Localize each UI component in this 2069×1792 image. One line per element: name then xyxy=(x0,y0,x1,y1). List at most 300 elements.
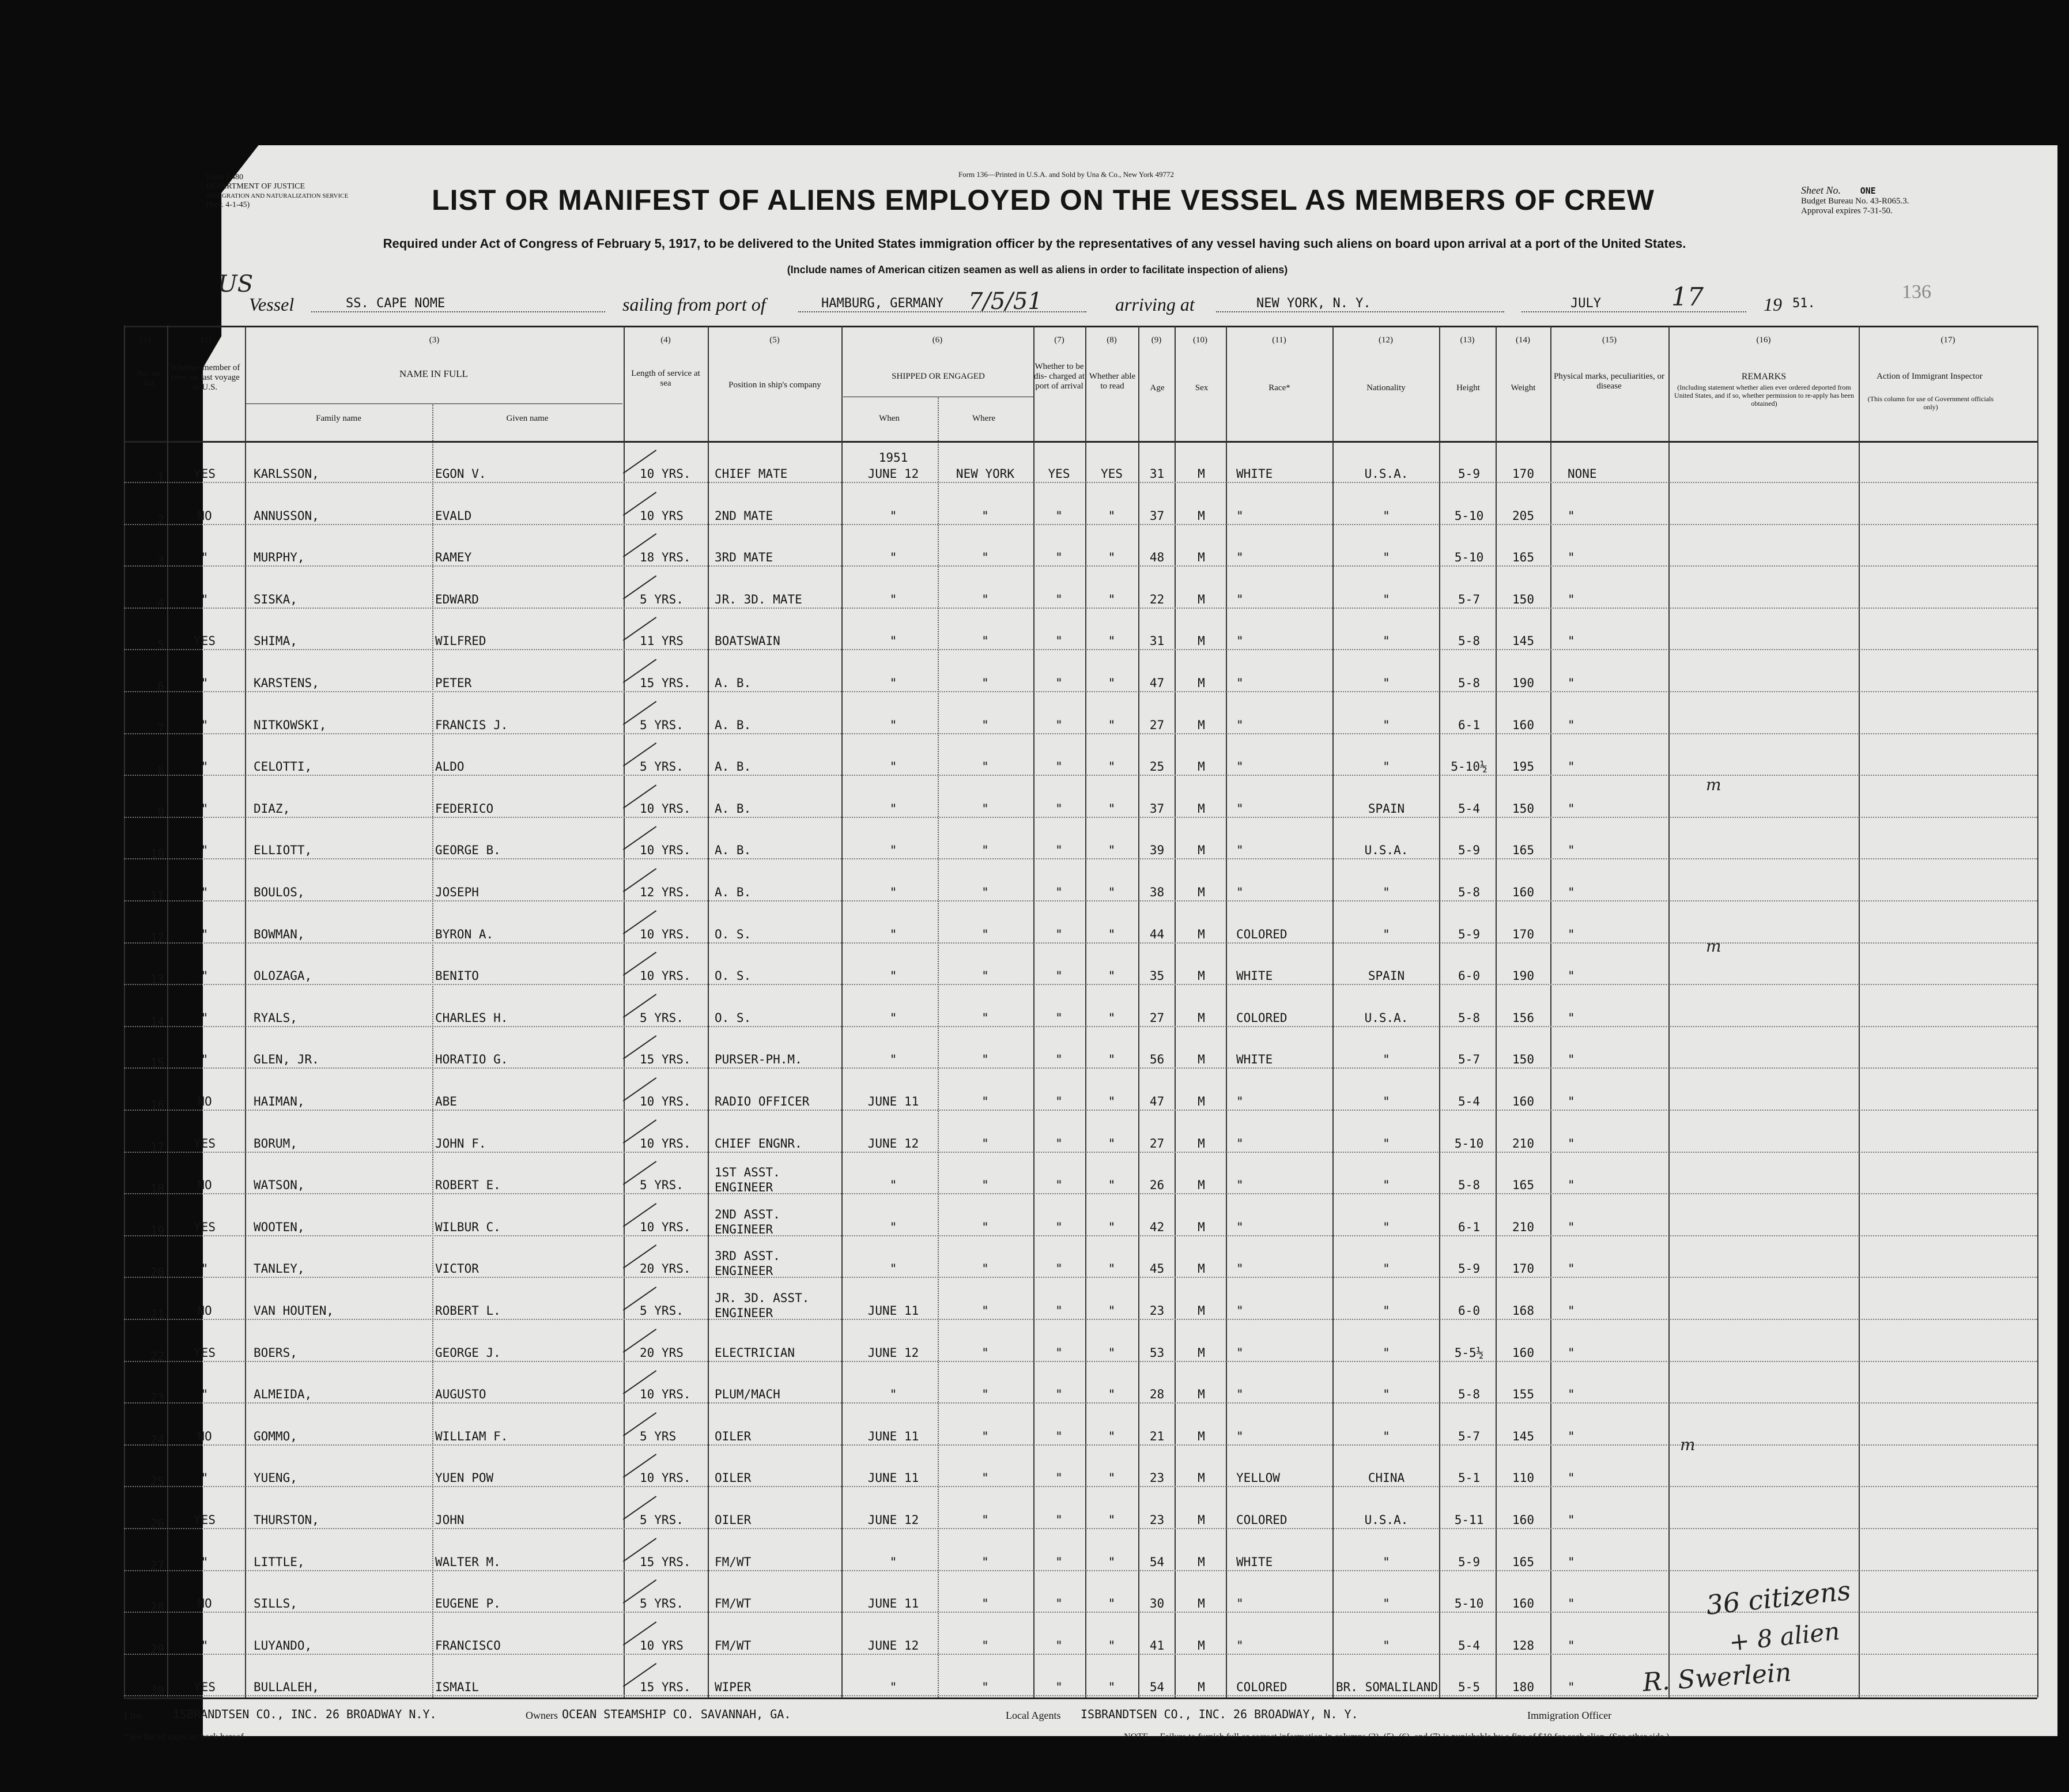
cell-age: 31 xyxy=(1149,467,1165,481)
header-remarks: REMARKS xyxy=(1741,372,1787,382)
stamp-number: 136 xyxy=(1902,281,1931,303)
cell-when: JUNE 12 xyxy=(867,1136,919,1150)
table-row-rule xyxy=(124,733,2037,734)
cell-where: " xyxy=(981,843,989,858)
cell-length: 10 YRS. xyxy=(640,801,691,816)
cell-read: " xyxy=(1108,1136,1116,1150)
cell-given: GEORGE J. xyxy=(435,1345,501,1360)
cell-read: " xyxy=(1108,592,1116,606)
sub-column-rule xyxy=(432,403,433,1697)
row-number: 29 xyxy=(150,1642,164,1656)
row-number: 30 xyxy=(150,1684,164,1698)
cell-length: 20 YRS xyxy=(640,1345,684,1360)
cell-nationality: " xyxy=(1383,760,1390,774)
cell-member: " xyxy=(201,1262,209,1276)
cell-nationality: " xyxy=(1383,1304,1390,1318)
cell-given: ROBERT E. xyxy=(435,1178,501,1193)
cell-sex: M xyxy=(1198,843,1205,858)
cell-read: " xyxy=(1108,1010,1116,1025)
row-number: 4 xyxy=(157,595,164,610)
cell-where: " xyxy=(981,1387,989,1402)
cell-height: 5-8 xyxy=(1458,634,1480,648)
cell-family: CELOTTI, xyxy=(254,760,312,774)
cell-sex: M xyxy=(1198,1262,1205,1276)
cell-physical: NONE xyxy=(1568,467,1597,481)
cell-discharged: " xyxy=(1055,1052,1063,1067)
cell-age: 41 xyxy=(1149,1638,1165,1653)
cell-member: " xyxy=(201,1471,209,1485)
header-discharged: Whether to be dis- charged at port of arrival xyxy=(1033,362,1085,391)
cell-age: 54 xyxy=(1149,1555,1165,1569)
cell-given: ABE xyxy=(435,1095,457,1108)
table-row-rule xyxy=(124,1402,2037,1404)
table-row-rule xyxy=(124,817,2037,818)
table-row-rule xyxy=(124,1277,2037,1278)
vessel-label: Vessel xyxy=(249,294,295,315)
table-row-rule xyxy=(124,775,2037,776)
column-rule xyxy=(1550,326,1551,1697)
cell-physical: " xyxy=(1568,508,1575,523)
cell-given: BENITO xyxy=(435,969,479,983)
cell-height: 5-10½ xyxy=(1451,760,1487,774)
table-row-rule xyxy=(124,1193,2037,1194)
table-row-rule xyxy=(124,1067,2037,1069)
cell-physical: " xyxy=(1568,1513,1575,1527)
cell-when: JUNE 11 xyxy=(867,1597,919,1611)
footer-agents-value: ISBRANDTSEN CO., INC. 26 BROADWAY, N. Y. xyxy=(1081,1707,1358,1721)
cell-discharged: " xyxy=(1055,508,1063,523)
cell-family: BOERS, xyxy=(254,1345,297,1360)
table-row-rule xyxy=(124,900,2037,901)
cell-nationality: " xyxy=(1383,1345,1390,1360)
cell-weight: 210 xyxy=(1512,1220,1534,1234)
cell-given: WALTER M. xyxy=(435,1555,501,1569)
cell-weight: 110 xyxy=(1512,1471,1534,1485)
table-row-rule xyxy=(124,1486,2037,1487)
table-row-rule xyxy=(124,524,2037,525)
cell-where: " xyxy=(981,1178,989,1193)
cell-when: JUNE 11 xyxy=(867,1304,919,1318)
header-action: Action of Immigrant Inspector xyxy=(1877,372,1983,381)
cell-physical: " xyxy=(1568,969,1575,983)
cell-position: BOATSWAIN xyxy=(715,634,780,648)
cell-length: 5 YRS. xyxy=(640,1010,684,1025)
header-read: Whether able to read xyxy=(1089,372,1136,391)
cell-family: KARSTENS, xyxy=(254,676,319,690)
cell-sex: M xyxy=(1198,1345,1205,1360)
cell-weight: 156 xyxy=(1512,1010,1534,1025)
header-height: Height xyxy=(1456,383,1480,393)
row-number: 14 xyxy=(150,1014,164,1028)
row-number: 13 xyxy=(150,972,164,987)
budget-number: Budget Bureau No. 43-R065.3. xyxy=(1801,197,1909,206)
cell-age: 23 xyxy=(1149,1513,1165,1527)
cell-member: " xyxy=(201,843,209,858)
cell-length: 5 YRS. xyxy=(640,592,684,606)
column-rule xyxy=(624,326,625,1697)
cell-age: 38 xyxy=(1149,885,1165,899)
cell-position: OILER xyxy=(715,1513,752,1527)
cell-position: O. S. xyxy=(715,1010,752,1025)
cell-age: 42 xyxy=(1149,1220,1165,1234)
cell-age: 54 xyxy=(1149,1680,1165,1695)
header-remarks-sub: (Including statement whether alien ever ordered deported from United States, and if so, whether permission to re-apply has been obtained) xyxy=(1674,383,1854,408)
cell-position: JR. 3D. ASST. xyxy=(715,1291,810,1305)
row-number: 1 xyxy=(157,470,164,484)
cell-nationality: U.S.A. xyxy=(1364,843,1409,858)
cell-discharged: " xyxy=(1055,843,1063,858)
cell-physical: " xyxy=(1568,1597,1575,1611)
cell-sex: M xyxy=(1198,1555,1205,1569)
cell-weight: 180 xyxy=(1512,1680,1534,1695)
cell-physical: " xyxy=(1568,1304,1575,1318)
cell-age: 47 xyxy=(1149,1095,1165,1108)
legal-requirement: Required under Act of Congress of February 5, 1917, to be delivered to the United States immigration officer by the representatives of any vessel having such aliens on board upon arrival at a port of the United States. xyxy=(383,236,1686,251)
cell-member: YES xyxy=(194,1136,216,1150)
row-number: 9 xyxy=(157,805,164,819)
cell-age: 39 xyxy=(1149,843,1165,858)
cell-physical: " xyxy=(1568,1010,1575,1025)
cell-discharged: " xyxy=(1055,801,1063,816)
cell-member: NO xyxy=(197,508,212,523)
cell-member: " xyxy=(201,801,209,816)
cell-nationality: " xyxy=(1383,634,1390,648)
cell-given: ROBERT L. xyxy=(435,1304,501,1318)
remarks-mark: m xyxy=(1706,775,1721,794)
cell-nationality: " xyxy=(1383,676,1390,690)
cell-nationality: " xyxy=(1383,1429,1390,1443)
cell-given: JOSEPH xyxy=(435,885,479,899)
column-number: (3) xyxy=(429,335,440,345)
row-number: 12 xyxy=(150,930,164,945)
cell-physical: " xyxy=(1568,1052,1575,1067)
cell-position: O. S. xyxy=(715,969,752,983)
cell-read: " xyxy=(1108,801,1116,816)
row-number: 16 xyxy=(150,1098,164,1112)
cell-read: " xyxy=(1108,508,1116,523)
cell-height: 5-8 xyxy=(1458,1010,1480,1025)
cell-nationality: " xyxy=(1383,1555,1390,1569)
row-number: 18 xyxy=(150,1182,164,1196)
cell-race: " xyxy=(1236,592,1244,606)
column-rule xyxy=(124,326,125,1697)
cell-nationality: " xyxy=(1383,508,1390,523)
cell-height: 6-0 xyxy=(1458,969,1480,983)
date-line xyxy=(1521,311,1746,312)
cell-physical: " xyxy=(1568,1555,1575,1569)
cell-physical: " xyxy=(1568,1095,1575,1108)
cell-family: GOMMO, xyxy=(254,1429,297,1443)
cell-weight: 190 xyxy=(1512,676,1534,690)
cell-physical: " xyxy=(1568,1178,1575,1193)
cell-weight: 150 xyxy=(1512,801,1534,816)
row-number: 19 xyxy=(150,1223,164,1238)
cell-discharged: " xyxy=(1055,1680,1063,1695)
cell-weight: 150 xyxy=(1512,592,1534,606)
cell-sex: M xyxy=(1198,1638,1205,1653)
footer-line-value: ISBRANDTSEN CO., INC. 26 BROADWAY N.Y. xyxy=(173,1707,437,1721)
arrival-month: JULY xyxy=(1570,296,1601,311)
cell-position: FM/WT xyxy=(715,1638,752,1653)
cell-nationality: U.S.A. xyxy=(1364,1513,1409,1527)
cell-family: TANLEY, xyxy=(254,1262,305,1276)
cell-length: 5 YRS. xyxy=(640,1178,684,1193)
cell-length: 15 YRS. xyxy=(640,1052,691,1067)
cell-read: " xyxy=(1108,885,1116,899)
cell-position: 2ND ASST. xyxy=(715,1207,780,1221)
cell-age: 26 xyxy=(1149,1178,1165,1193)
cell-when: " xyxy=(889,1220,897,1234)
cell-given: GEORGE B. xyxy=(435,843,501,858)
cell-height: 5-10 xyxy=(1454,1136,1484,1150)
cell-where: " xyxy=(981,1555,989,1569)
cell-where: " xyxy=(981,760,989,774)
cell-position: CHIEF MATE xyxy=(715,467,788,481)
cell-given: FEDERICO xyxy=(435,801,494,816)
row-number: 21 xyxy=(150,1307,164,1321)
column-rule xyxy=(1496,326,1497,1697)
cell-family: SISKA, xyxy=(254,592,297,606)
cell-height: 5-4 xyxy=(1458,801,1480,816)
table-row-rule xyxy=(124,1528,2037,1529)
cell-physical: " xyxy=(1568,1387,1575,1402)
cell-height: 5-8 xyxy=(1458,676,1480,690)
table-row-rule xyxy=(124,1026,2037,1027)
column-number: (15) xyxy=(1602,335,1617,345)
cell-family: BULLALEH, xyxy=(254,1680,319,1695)
cell-physical: " xyxy=(1568,843,1575,858)
row-number: 22 xyxy=(150,1349,164,1363)
punch-hole xyxy=(88,1550,128,1585)
cell-member: " xyxy=(201,718,209,732)
year-filled: 51. xyxy=(1792,296,1815,311)
cell-race: " xyxy=(1236,508,1244,523)
row-number: 7 xyxy=(157,721,164,735)
cell-age: 28 xyxy=(1149,1387,1165,1402)
cell-length: 10 YRS. xyxy=(640,1095,691,1108)
cell-sex: M xyxy=(1198,1178,1205,1193)
cell-length: 11 YRS xyxy=(640,634,684,648)
cell-physical: " xyxy=(1568,1345,1575,1360)
arrival-line xyxy=(1216,311,1504,312)
cell-physical: " xyxy=(1568,1429,1575,1443)
cell-physical: " xyxy=(1568,718,1575,732)
cell-discharged: " xyxy=(1055,1513,1063,1527)
cell-when-year: 1951 xyxy=(878,451,908,465)
cell-age: 30 xyxy=(1149,1597,1165,1611)
cell-sex: M xyxy=(1198,1471,1205,1485)
cell-where: " xyxy=(981,1513,989,1527)
cell-weight: 160 xyxy=(1512,1095,1534,1108)
race-note: *See list of races on back hereof. xyxy=(124,1732,246,1742)
arriving-label: arriving at xyxy=(1115,294,1195,315)
table-row-rule xyxy=(124,482,2037,483)
footer-line-label: Line xyxy=(124,1710,143,1721)
cell-family: ELLIOTT, xyxy=(254,843,312,858)
cell-when: JUNE 11 xyxy=(867,1429,919,1443)
column-number: (16) xyxy=(1756,335,1771,345)
footer-officer-label: Immigration Officer xyxy=(1527,1710,1612,1721)
cell-when: JUNE 12 xyxy=(867,1638,919,1653)
cell-length: 18 YRS. xyxy=(640,550,691,565)
cell-sex: M xyxy=(1198,1220,1205,1234)
cell-race: " xyxy=(1236,676,1244,690)
cell-nationality: SPAIN xyxy=(1368,801,1405,816)
punch-hole xyxy=(84,1646,124,1680)
cell-read: " xyxy=(1108,1555,1116,1569)
name-subheader-rule xyxy=(245,403,622,404)
cell-member: " xyxy=(201,1387,209,1402)
cell-given: WILFRED xyxy=(435,634,486,648)
column-rule xyxy=(1138,326,1139,1697)
cell-discharged: " xyxy=(1055,1345,1063,1360)
row-number: 10 xyxy=(150,847,164,861)
header-weight: Weight xyxy=(1511,383,1536,393)
cell-position: A. B. xyxy=(715,885,752,899)
cell-length: 5 YRS. xyxy=(640,1513,684,1527)
cell-weight: 165 xyxy=(1512,550,1534,565)
table-row-rule xyxy=(124,565,2037,567)
cell-age: 23 xyxy=(1149,1471,1165,1485)
cell-physical: " xyxy=(1568,927,1575,941)
cell-height: 5-10 xyxy=(1454,550,1484,565)
column-number: (2) xyxy=(201,335,212,345)
cell-when: " xyxy=(889,508,897,523)
cell-nationality: " xyxy=(1383,1638,1390,1653)
cell-where: " xyxy=(981,1095,989,1108)
cell-sex: M xyxy=(1198,1136,1205,1150)
header-shipped: SHIPPED OR ENGAGED xyxy=(892,372,985,381)
table-row-rule xyxy=(124,1110,2037,1111)
cell-discharged: " xyxy=(1055,1136,1063,1150)
cell-when: " xyxy=(889,969,897,983)
cell-race: " xyxy=(1236,1638,1244,1653)
cell-read: " xyxy=(1108,1429,1116,1443)
cell-age: 25 xyxy=(1149,760,1165,774)
cell-when: " xyxy=(889,760,897,774)
cell-family: SILLS, xyxy=(254,1597,297,1611)
cell-read: " xyxy=(1108,1052,1116,1067)
column-number: (11) xyxy=(1272,335,1286,345)
table-row-rule xyxy=(124,1319,2037,1320)
cell-height: 5-7 xyxy=(1458,1052,1480,1067)
cell-weight: 195 xyxy=(1512,760,1534,774)
cell-sex: M xyxy=(1198,1052,1205,1067)
cell-where: " xyxy=(981,1136,989,1150)
sheet-value: ONE xyxy=(1860,186,1876,196)
cell-race: " xyxy=(1236,1095,1244,1108)
header-when: When xyxy=(879,414,900,423)
cell-given: EVALD xyxy=(435,508,472,523)
cell-sex: M xyxy=(1198,760,1205,774)
cell-weight: 168 xyxy=(1512,1304,1534,1318)
cell-where: " xyxy=(981,1680,989,1695)
cell-discharged: " xyxy=(1055,969,1063,983)
cell-family: THURSTON, xyxy=(254,1513,319,1527)
cell-race: " xyxy=(1236,885,1244,899)
cell-given: VICTOR xyxy=(435,1262,479,1276)
alien-count-note: + 8 alien xyxy=(1727,1617,1841,1657)
cell-where: " xyxy=(981,885,989,899)
cell-height: 6-1 xyxy=(1458,1220,1480,1234)
cell-race: " xyxy=(1236,718,1244,732)
cell-read: " xyxy=(1108,676,1116,690)
cell-read: " xyxy=(1108,718,1116,732)
cell-position: ELECTRICIAN xyxy=(715,1345,795,1360)
cell-race: " xyxy=(1236,1345,1244,1360)
cell-given: PETER xyxy=(435,676,472,690)
cell-given: AUGUSTO xyxy=(435,1387,486,1402)
column-number: (6) xyxy=(932,335,943,345)
cell-read: " xyxy=(1108,1220,1116,1234)
cell-position: A. B. xyxy=(715,843,752,858)
cell-position: A. B. xyxy=(715,760,752,774)
header-given: Given name xyxy=(506,414,549,423)
cell-given: FRANCIS J. xyxy=(435,718,508,732)
cell-length: 10 YRS xyxy=(640,508,684,523)
column-rule xyxy=(1332,326,1334,1697)
header-action-sub: (This column for use of Government officials only) xyxy=(1867,395,1994,411)
cell-position: FM/WT xyxy=(715,1555,752,1569)
cell-length: 15 YRS. xyxy=(640,676,691,690)
sheet-block xyxy=(1801,186,1962,216)
row-number: 26 xyxy=(150,1516,164,1530)
cell-family: DIAZ, xyxy=(254,801,290,816)
cell-member: YES xyxy=(194,467,216,481)
cell-where: " xyxy=(981,1220,989,1234)
column-number: (4) xyxy=(660,335,671,345)
cell-length: 10 YRS. xyxy=(640,843,691,858)
cell-length: 5 YRS. xyxy=(640,1304,684,1318)
cell-physical: " xyxy=(1568,1471,1575,1485)
punch-hole xyxy=(92,1193,133,1228)
cell-length: 12 YRS. xyxy=(640,885,691,899)
cell-read: " xyxy=(1108,1680,1116,1695)
form-id-block xyxy=(206,173,356,210)
cell-where: " xyxy=(981,508,989,523)
cell-age: 35 xyxy=(1149,969,1165,983)
cell-physical: " xyxy=(1568,634,1575,648)
table-row-rule xyxy=(124,1152,2037,1153)
include-note: (Include names of American citizen seamen as well as aliens in order to facilitate inspection of aliens) xyxy=(787,264,1288,276)
column-rule xyxy=(1439,326,1440,1697)
cell-when: JUNE 12 xyxy=(867,1345,919,1360)
vessel-name: SS. CAPE NOME xyxy=(346,296,445,311)
cell-discharged: " xyxy=(1055,760,1063,774)
header-race: Race* xyxy=(1268,383,1290,393)
cell-height: 5-7 xyxy=(1458,1429,1480,1443)
cell-position: A. B. xyxy=(715,801,752,816)
cell-nationality: CHINA xyxy=(1368,1471,1405,1485)
header-nationality: Nationality xyxy=(1366,383,1406,393)
table-top-rule xyxy=(124,326,2037,327)
cell-family: YUENG, xyxy=(254,1471,297,1485)
table-row-rule xyxy=(124,1570,2037,1571)
cell-nationality: " xyxy=(1383,1136,1390,1150)
cell-race: COLORED xyxy=(1236,1010,1288,1025)
cell-discharged: " xyxy=(1055,676,1063,690)
cell-family: GLEN, JR. xyxy=(254,1052,319,1067)
cell-race: YELLOW xyxy=(1236,1471,1280,1485)
cell-when: " xyxy=(889,550,897,565)
cell-given: EGON V. xyxy=(435,467,486,481)
cell-age: 44 xyxy=(1149,927,1165,941)
cell-family: WOOTEN, xyxy=(254,1220,305,1234)
cell-height: 5-10 xyxy=(1454,1597,1484,1611)
cell-physical: " xyxy=(1568,1680,1575,1695)
cell-member: " xyxy=(201,550,209,565)
cell-when: " xyxy=(889,801,897,816)
